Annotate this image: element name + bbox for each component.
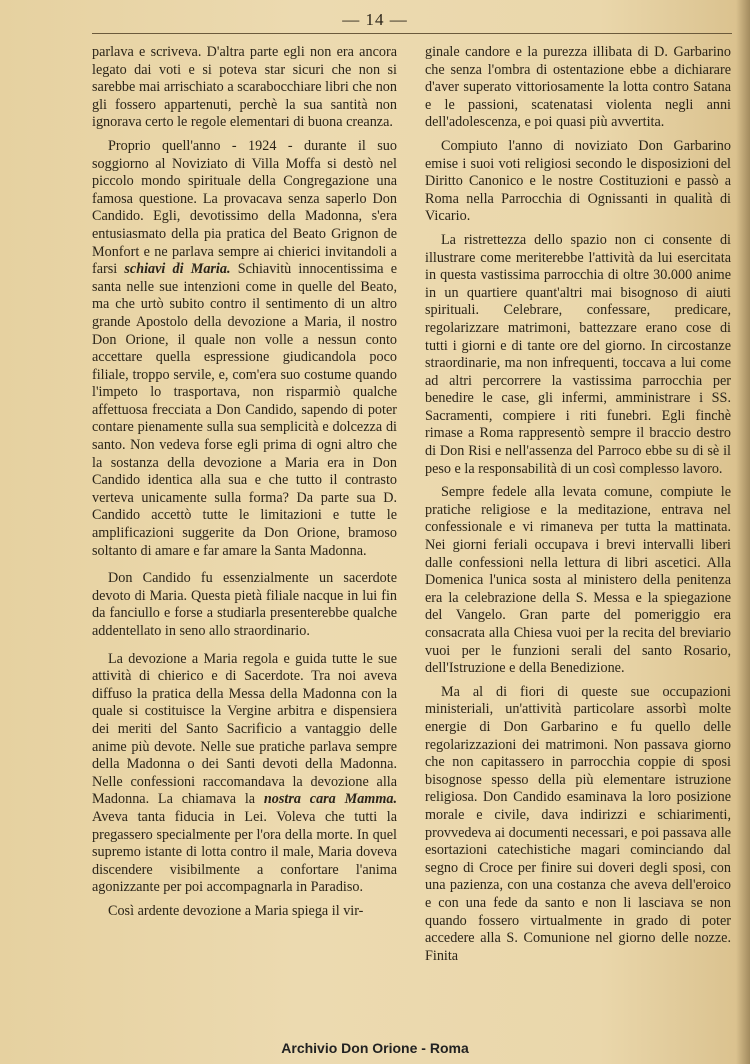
right-column: [425, 44, 731, 971]
left-paragraph-4-text-a: La devozione a Maria regola e guida tutte le sue attività di chierico e di Sacerdote. Tra noi aveva diffuso la pratica della Messa della Madonna con la quale si costituisce la Vergine arbitra e dispensiera dei meriti del Santo Sacrificio a vantaggio delle anime più devote. Nelle sue pratiche parlava sempre della Madonna o dei Santi devoti della Madonna. Nelle confessioni raccomandava la devozione alla Madonna. La chiamava la: [92, 650, 397, 808]
left-paragraph-2-italic: schiavi di Maria.: [124, 261, 231, 278]
left-paragraph-1: parlava e scriveva. D'altra parte egli non era ancora legato dai voti e si poteva star sicuri che non si sarebbe mai arrischiato a scarabocchiare libri che non gli fossero appartenuti, perchè la sua santità non ignorava certo le regole elementari di buona creanza.: [92, 44, 397, 131]
header-rule: [92, 33, 732, 34]
right-paragraph-1: ginale candore e la purezza illibata di D. Garbarino che senza l'ombra di ostentazione ebbe a dichiarare d'aver superato vittoriosamente la lotta contro Satana e le passioni, scatenatasi violenta negli anni dell'adolescenza, e poi quasi più avvertita.: [425, 44, 731, 131]
left-column: [92, 44, 397, 927]
archive-footer: Archivio Don Orione - Roma: [281, 1040, 469, 1056]
right-paragraph-2: Compiuto l'anno di noviziato Don Garbarino emise i suoi voti religiosi secondo le disposizioni del Diritto Canonico e le nostre Costituzioni e passò a Roma nella Parrocchia di Ognissanti in qualità di Vicario.: [425, 137, 731, 225]
left-paragraph-4-italic: nostra cara Mamma.: [263, 791, 397, 808]
right-paragraph-3: La ristrettezza dello spazio non ci consente di illustrare come meriterebbe l'attività da lui esercitata in questa vastissima parrocchia di oltre 30.000 anime in un quartiere quant'altri mai bisognoso di aiuti spirituali. Celebrare, confessare, predicare, regolarizzare matrimoni, battezzare erano cose di tutti i giorni e di tante ore del giorno. In circostanze straordinarie, ma non infrequenti, toccava a lui come ad altri percorrere la vastissima parrocchia per benedire le case, gli infermi, amministrare i SS. Sacramenti, compiere i riti funebri. Egli finchè rimase a Roma rappresentò sempre il braccio destro di Don Risi e nell'assenza del Parroco ebbe su di sè il peso e la responsabilità di un così complesso lavoro.: [425, 231, 731, 477]
left-paragraph-4-text-b: Aveva tanta fiducia in Lei. Voleva che tutti la pregassero specialmente per l'ora della morte. In quel supremo istante di lotta contro il male, Maria doveva discendere visibilmente a confortare l'anima agonizzante per poi accompagnarla in Paradiso.: [92, 808, 397, 896]
left-paragraph-2-text-b: Schiavitù innocentissima e santa nelle sue intenzioni come in quelle del Beato, ma che urtò subito contro il sentimento di un altro grande Apostolo della devozione a Maria, il nostro Don Orione, il quale non volle a nessun conto accettare quella espressione giudicandola poco filiale, troppo servile, e, com'era suo costume quando l'impeto lo trasportava, non risparmiò qualche affettuosa frecciata a Don Candido, sapendo di poter contare pienamente sulla sua semplicità e dolcezza di santo. Non vedeva forse egli prima di ogni altro che la sostanza della devozione a Maria era in Don Candido identica alla sua e che tutto il contrasto verteva unicamente sulla forma? Da parte sua D. Candido accettò tutte le limitazioni e tutte le amplificazioni suggerite da Don Orione, bramoso soltanto di amare e far amare la Santa Madonna.: [92, 261, 397, 559]
left-paragraph-2: [92, 138, 397, 560]
left-paragraph-2-text-a: Proprio quell'anno - 1924 - durante il suo soggiorno al Noviziato di Villa Moffa si destò nel piccolo mondo spirituale della Congregazione una famosa questione. La provacava senza saperlo Don Candido. Egli, devotissimo della Madonna, s'era entusiasmato della pia pratica del Beato Grignon de Monfort e ne parlava sempre ai chierici invitandoli a farsi: [92, 137, 397, 278]
page-number: — 14 —: [342, 10, 408, 29]
page-edge-shadow: [736, 0, 750, 1064]
left-paragraph-4: [92, 651, 397, 897]
left-paragraph-3: Don Candido fu essenzialmente un sacerdote devoto di Maria. Questa pietà filiale nacque in lui fin da fanciullo e forse a studiarla presenterebbe qualche addentellato in seno allo straordinario.: [92, 570, 397, 639]
right-paragraph-5: Ma al di fiori di queste sue occupazioni ministeriali, un'attività particolare assorbì molte energie di Don Garbarino e fu quello delle regolarizzazioni dei matrimoni. Non passava giorno che non capitassero in parrocchia coppie di sposi bisognose spesso della più elementare istruzione religiosa. Don Candido esaminava la loro posizione morale e civile, dava indirizzi e schiarimenti, provvedeva ai documenti necessari, e poi passava alle esortazioni catechistiche magari cominciando dal segno di Croce per finire sui doveri degli sposi, con una pazienza, con una costanza che aveva dell'eroico e con una fede da santo e non li lasciava se non quando fossero virtualmente in grado di poter accedere alla S. Comunione nel giorno delle nozze. Finita: [425, 683, 731, 964]
left-paragraph-5: Così ardente devozione a Maria spiega il vir-: [108, 902, 364, 919]
right-paragraph-4: Sempre fedele alla levata comune, compiute le pratiche religiose e la meditazione, entrava nel confessionale e vi rimaneva per tutta la mattinata. Nei giorni feriali occupava i brevi intervalli liberi dalle confessioni nella lettura di libri ascetici. Alla Domenica l'unica sosta al ministero della penitenza era la celebrazione della S. Messa e la spiegazione del Vangelo. Gran parte del pomeriggio era consacrata alla Chiesa vuoi per la recita del breviario vuoi per le funzioni serali del santo Rosario, dell'Istruzione e della Benedizione.: [425, 484, 731, 677]
